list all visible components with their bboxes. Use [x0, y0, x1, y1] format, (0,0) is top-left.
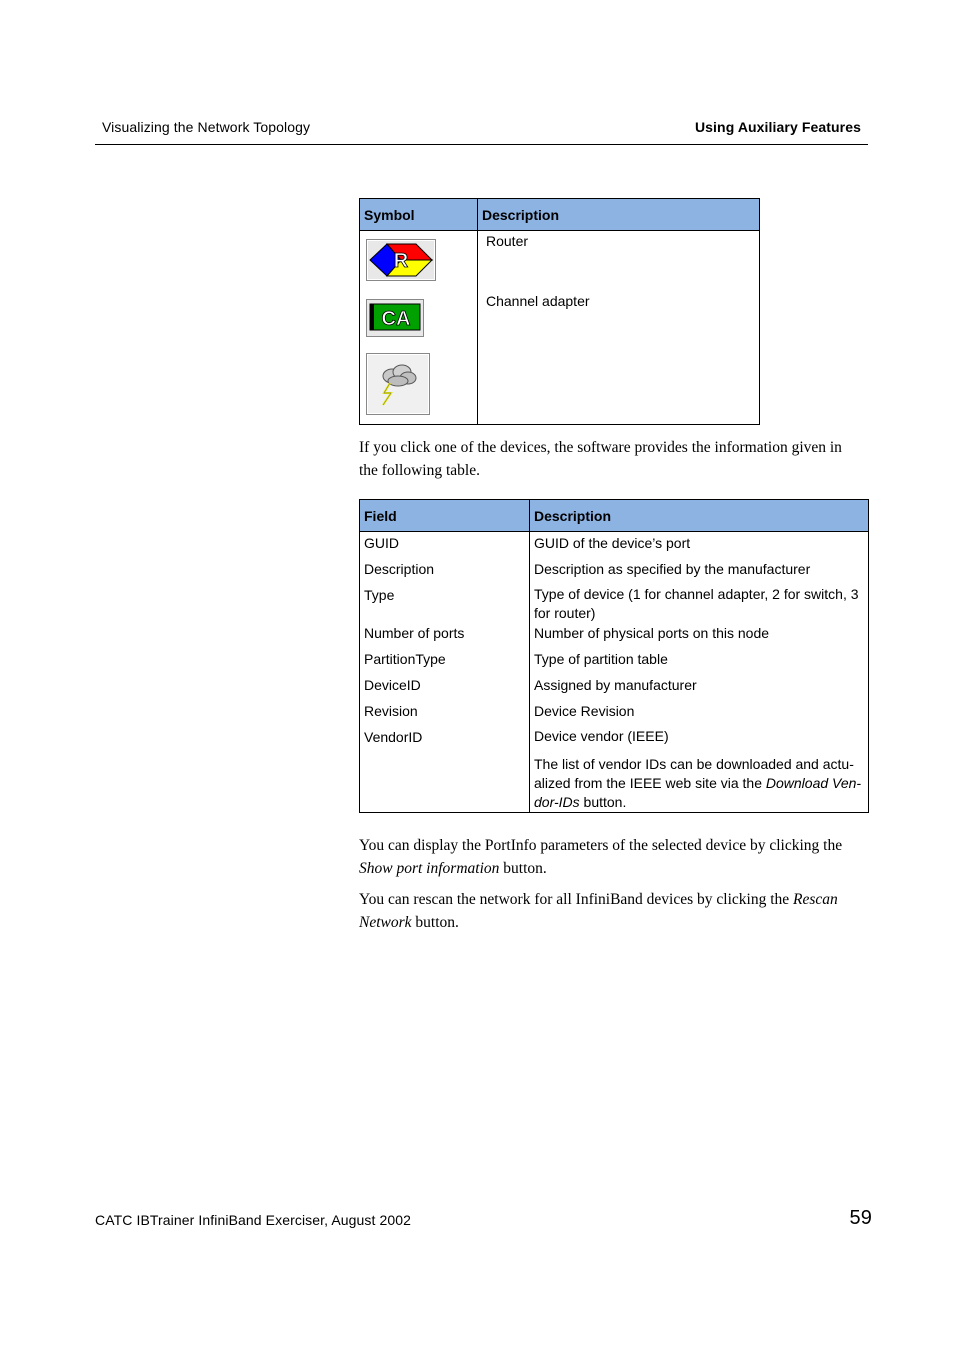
table-row	[360, 727, 869, 813]
para3-end: button.	[411, 914, 459, 931]
field-description: Number of physical ports on this node	[530, 623, 869, 649]
field-name: DeviceID	[360, 675, 530, 701]
router-icon	[366, 239, 436, 281]
table-row	[360, 623, 869, 649]
table-row	[360, 675, 869, 701]
field-description-col-header: Description	[530, 500, 869, 532]
field-name: GUID	[360, 532, 530, 560]
field-description-vendor	[530, 727, 869, 813]
table-row	[360, 585, 869, 623]
symbol-col-header: Symbol	[360, 199, 478, 231]
table-row	[360, 231, 760, 425]
router-icon-label: R	[393, 250, 409, 272]
table-row	[360, 649, 869, 675]
field-name: Description	[360, 559, 530, 585]
footer-title: CATC IBTrainer InfiniBand Exerciser, August 2002	[95, 1212, 412, 1228]
field-col-header: Field	[360, 500, 530, 532]
field-name: Number of ports	[360, 623, 530, 649]
page-number: 59	[849, 1207, 872, 1229]
vendor-description: Device vendor (IEEE)	[534, 728, 669, 744]
description-col-header: Description	[478, 199, 760, 231]
table-row	[360, 532, 869, 560]
field-description: Type of partition table	[530, 649, 869, 675]
running-header-section: Visualizing the Network Topology	[102, 119, 311, 135]
vendor-note-text: The list of vendor IDs can be downloaded and actu-alized from the IEEE web site via the	[534, 756, 854, 791]
table-row	[360, 701, 869, 727]
symbol-table	[359, 198, 760, 425]
para3-text: You can rescan the network for all InfiniBand devices by clicking the	[359, 891, 794, 908]
symbol-table-header	[360, 199, 760, 231]
router-description: Router	[486, 233, 529, 249]
channel-adapter-description: Channel adapter	[486, 293, 590, 309]
para3-emphasis: Rescan Network	[359, 891, 838, 931]
channel-adapter-icon	[366, 299, 424, 337]
rescan-paragraph	[359, 888, 859, 934]
field-description: Description as specified by the manufacturer	[530, 559, 869, 585]
field-name: Revision	[360, 701, 530, 727]
para2-emphasis: Show port information	[359, 860, 500, 877]
vendor-note	[534, 755, 864, 812]
field-description: Assigned by manufacturer	[530, 675, 869, 701]
para2-end: button.	[499, 860, 547, 877]
portinfo-paragraph	[359, 834, 859, 880]
field-table	[359, 499, 869, 813]
intro-paragraph: If you click one of the devices, the software provides the information given in the following table.	[359, 439, 842, 479]
vendor-note-emphasis: Download Ven-dor-IDs	[534, 775, 862, 810]
cloud-lightning-icon	[366, 353, 430, 415]
field-name: VendorID	[360, 727, 530, 813]
ca-icon-label: CA	[381, 308, 411, 330]
running-header-chapter: Using Auxiliary Features	[694, 119, 861, 135]
symbol-cell	[360, 231, 478, 425]
header-rule	[95, 144, 868, 145]
field-name: Type	[360, 585, 530, 623]
field-description: GUID of the device’s port	[530, 532, 869, 560]
description-cell	[478, 231, 760, 425]
vendor-note-end: button.	[579, 794, 627, 810]
field-description: Type of device (1 for channel adapter, 2 for switch, 3 for router)	[530, 585, 869, 623]
para2-text: You can display the PortInfo parameters of the selected device by clicking the	[359, 837, 843, 854]
field-table-header	[360, 500, 869, 532]
field-description: Device Revision	[530, 701, 869, 727]
table-row	[360, 559, 869, 585]
field-name: PartitionType	[360, 649, 530, 675]
